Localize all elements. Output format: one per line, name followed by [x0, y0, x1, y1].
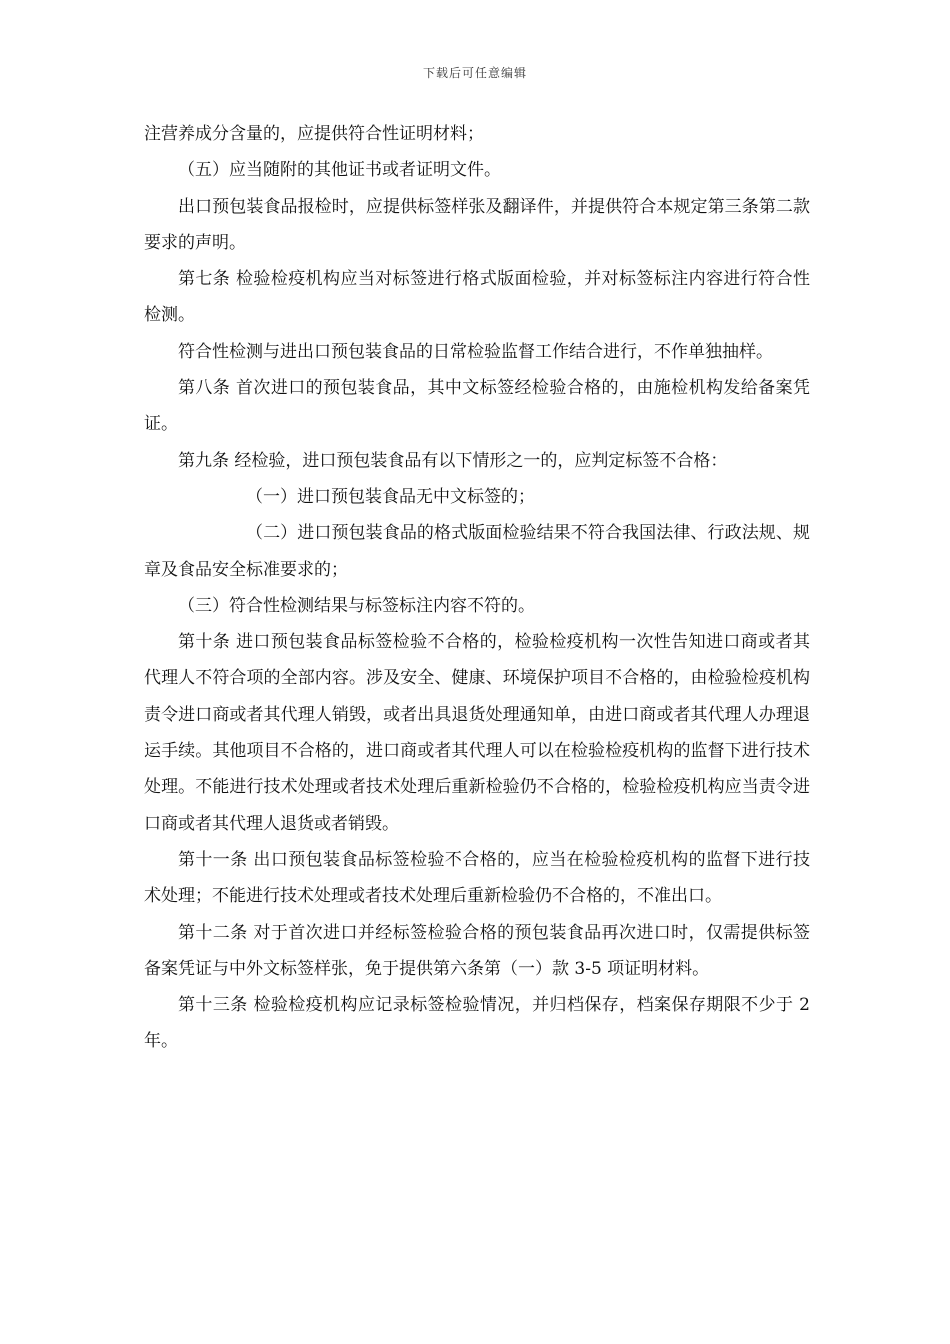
document-body: [144, 116, 810, 1060]
article-7: 第七条 检验检疫机构应当对标签进行格式版面检验，并对标签标注内容进行符合性检测。: [144, 269, 810, 326]
article-8: 第八条 首次进口的预包装食品，其中文标签经检验合格的，由施检机构发给备案凭证。: [144, 378, 810, 435]
article-10: 第十条 进口预包装食品标签检验不合格的，检验检疫机构一次性告知进口商或者其代理人不符合项的全部内容。涉及安全、健康、环境保护项目不合格的，由检验检疫机构责令进口商或者其代理人销毁，或者出具退货处理通知单，由进口商或者其代理人办理退运手续。其他项目不合格的，进口商或者其代理人可以在检验检疫机构的监督下进行技术处理。不能进行技术处理或者技术处理后重新检验仍不合格的，检验检疫机构应当责令进口商或者其代理人退货或者销毁。: [144, 632, 810, 834]
paragraph: 出口预包装食品报检时，应提供标签样张及翻译件，并提供符合本规定第三条第二款要求的声明。: [144, 196, 810, 253]
list-item: （三）符合性检测结果与标签标注内容不符的。: [178, 595, 535, 616]
page-header: 下载后可任意编辑: [422, 66, 527, 80]
list-item: （二）进口预包装食品的格式版面检验结果不符合我国法律、行政法规、规章及食品安全标准要求的；: [144, 523, 810, 580]
article-11: 第十一条 出口预包装食品标签检验不合格的，应当在检验检疫机构的监督下进行技术处理；不能进行技术处理或者技术处理后重新检验仍不合格的，不准出口。: [144, 849, 810, 907]
paragraph: （五）应当随附的其他证书或者证明文件。: [178, 160, 501, 181]
article-9: 第九条 经检验，进口预包装食品有以下情形之一的，应判定标签不合格：: [178, 450, 728, 471]
paragraph: 注营养成分含量的，应提供符合性证明材料；: [144, 124, 484, 144]
article-12: 第十二条 对于首次进口并经标签检验合格的预包装食品再次进口时，仅需提供标签备案凭证与中外文标签样张，免于提供第六条第（一）款 3-5 项证明材料。: [144, 922, 810, 979]
list-item: （一）进口预包装食品无中文标签的；: [246, 486, 535, 507]
article-13: 第十三条 检验检疫机构应记录标签检验情况，并归档保存，档案保存期限不少于 2 年。: [144, 995, 810, 1052]
paragraph: 符合性检测与进出口预包装食品的日常检验监督工作结合进行，不作单独抽样。: [178, 341, 773, 362]
